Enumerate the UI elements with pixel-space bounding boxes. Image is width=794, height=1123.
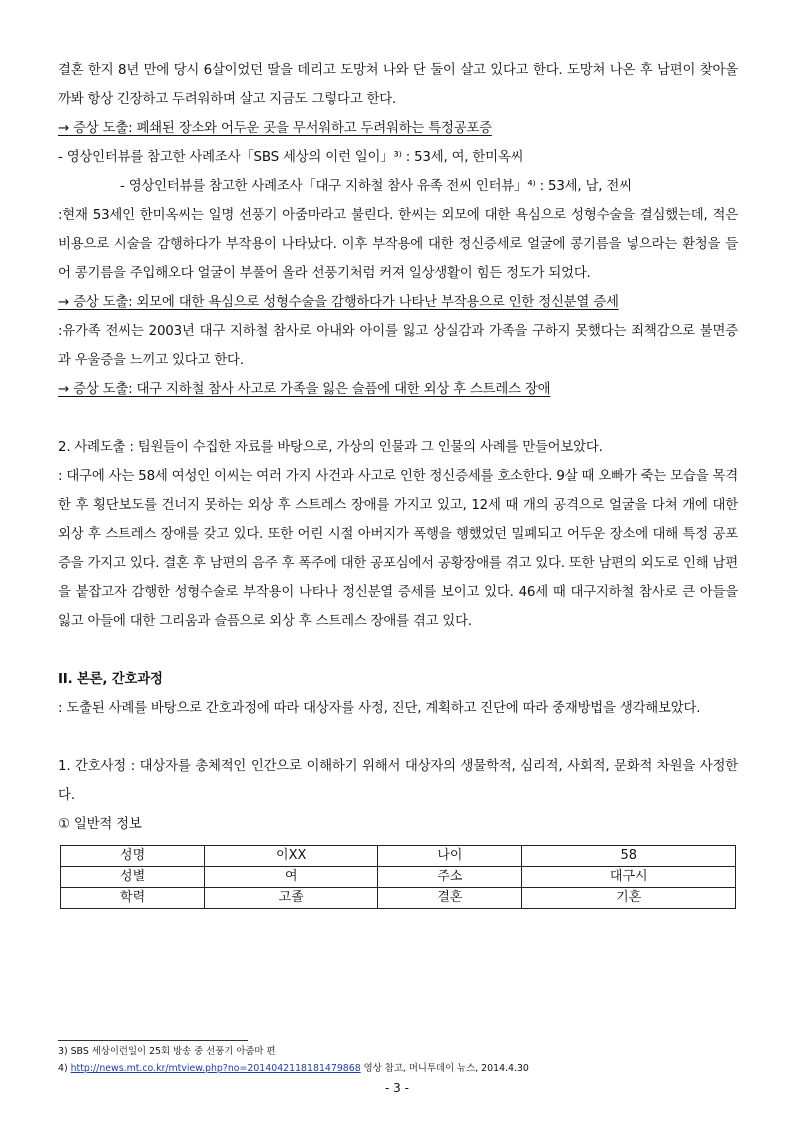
spacer bbox=[58, 636, 738, 665]
case-reference-daegu: - 영상인터뷰를 참고한 사례조사「대구 지하철 참사 유족 전씨 인터뷰」⁴⁾ : 53세, 남, 전씨 bbox=[120, 179, 632, 194]
case-reference-sbs: - 영상인터뷰를 참고한 사례조사「SBS 세상의 이런 일이」³⁾ : 53세, 여, 한미옥씨 bbox=[58, 150, 524, 165]
table-cell: 고졸 bbox=[205, 888, 378, 909]
table-row bbox=[61, 867, 736, 888]
paragraph-escape-story: 결혼 한지 8년 만에 당시 6살이었던 딸을 데리고 도망쳐 나와 단 둘이 살고 있다고 한다. 도망쳐 나온 후 남편이 찾아올까봐 항상 긴장하고 두려워하며 살고 지금도 그렇다고 한다. bbox=[58, 63, 738, 107]
table-cell: 나이 bbox=[378, 846, 522, 867]
section-nursing-assessment: 1. 간호사정 : 대상자를 총체적인 인간으로 이해하기 위해서 대상자의 생물학적, 심리적, 사회적, 문화적 차원을 사정한다. bbox=[58, 759, 738, 803]
page-number: - 3 - bbox=[385, 1081, 409, 1095]
footnote-4-suffix: 영상 참고, 머니투데이 뉴스, 2014.4.30 bbox=[360, 1063, 529, 1074]
subsection-general-info: ① 일반적 정보 bbox=[58, 817, 142, 832]
spacer bbox=[58, 404, 738, 433]
table-cell: 기혼 bbox=[522, 888, 736, 909]
general-info-table bbox=[60, 845, 736, 909]
footnote-4-prefix: 4) bbox=[58, 1063, 71, 1074]
spacer bbox=[58, 723, 738, 752]
table-cell: 주소 bbox=[378, 867, 522, 888]
paragraph-virtual-case: : 대구에 사는 58세 여성인 이씨는 여러 가지 사건과 사고로 인한 정신증세를 호소한다. 9살 때 오빠가 죽는 모습을 목격한 후 횡단보도를 건너지 못하는 외상 후 스트레스 장애를 가지고 있고, 12세 때 개의 공격으로 얼굴을 다쳐 개에 대한 외상 후 스트레스 장애를 갖고 있다. 또한 어린 시절 아버지가 폭행을 행했었던 밀폐되고 어두운 장소에 대해 특정 공포증을 가지고 있다. 결혼 후 남편의 음주 후 폭주에 대한 공포심에서 공황장애를 겪고 있다. 또한 남편의 외도로 인해 남편을 붙잡고자 감행한 성형수술로 부작용이 나타나 정신분열 증세를 보이고 있다. 46세 때 대구지하철 참사로 큰 아들을 잃고 아들에 대한 그리움과 슬픔으로 외상 후 스트레스 장애를 겪고 있다. bbox=[58, 469, 738, 629]
table-row bbox=[61, 846, 736, 867]
table-cell: 학력 bbox=[61, 888, 205, 909]
table-cell: 대구시 bbox=[522, 867, 736, 888]
footnote-4-link[interactable]: http://news.mt.co.kr/mtview.php?no=2014042118181479868 bbox=[70, 1063, 361, 1074]
section-heading-nursing-process: II. 본론, 간호과정 bbox=[58, 672, 163, 687]
table-cell: 58 bbox=[522, 846, 736, 867]
footnote-4 bbox=[58, 1060, 748, 1077]
table-cell: 성명 bbox=[61, 846, 205, 867]
document-body bbox=[58, 56, 738, 909]
paragraph-bereaved-family: :유가족 전씨는 2003년 대구 지하철 참사로 아내와 아이를 잃고 상실감과 가족을 구하지 못했다는 죄책감으로 불면증과 우울증을 느끼고 있다고 한다. bbox=[58, 324, 738, 368]
table-cell: 성별 bbox=[61, 867, 205, 888]
footnotes bbox=[58, 1043, 748, 1077]
paragraph-nursing-process-intro: : 도출된 사례를 바탕으로 간호과정에 따라 대상자를 사정, 진단, 계획하고 진단에 따라 중재방법을 생각해보았다. bbox=[58, 701, 701, 716]
table-cell: 이XX bbox=[205, 846, 378, 867]
section-case-derivation-title: 2. 사례도출 : 팀원들이 수집한 자료를 바탕으로, 가상의 인물과 그 인물의 사례를 만들어보았다. bbox=[58, 440, 603, 455]
footnote-3: 3) SBS 세상이런일이 25회 방송 중 선풍기 아줌마 편 bbox=[58, 1046, 276, 1057]
table-cell: 결혼 bbox=[378, 888, 522, 909]
symptom-derivation-ptsd: → 증상 도출: 대구 지하철 참사 사고로 가족을 잃은 슬픔에 대한 외상 후 스트레스 장애 bbox=[58, 382, 551, 397]
table-cell: 여 bbox=[205, 867, 378, 888]
symptom-derivation-phobia: → 증상 도출: 폐쇄된 장소와 어두운 곳을 무서워하고 두려워하는 특정공포증 bbox=[58, 121, 492, 136]
table-row bbox=[61, 888, 736, 909]
paragraph-fan-lady: :현재 53세인 한미옥씨는 일명 선풍기 아줌마라고 불린다. 한씨는 외모에 대한 욕심으로 성형수술을 결심했는데, 적은 비용으로 시술을 감행하다가 부작용이 나타났다. 이후 부작용에 대한 정신증세로 얼굴에 콩기름을 넣으라는 환청을 들어 콩기름을 주입해오다 얼굴이 부풀어 올라 선풍기처럼 커져 일상생활이 힘든 정도가 되었다. bbox=[58, 208, 738, 281]
footnote-divider bbox=[58, 1040, 248, 1041]
symptom-derivation-schizophrenia: → 증상 도출: 외모에 대한 욕심으로 성형수술을 감행하다가 나타난 부작용으로 인한 정신분열 증세 bbox=[58, 295, 619, 310]
